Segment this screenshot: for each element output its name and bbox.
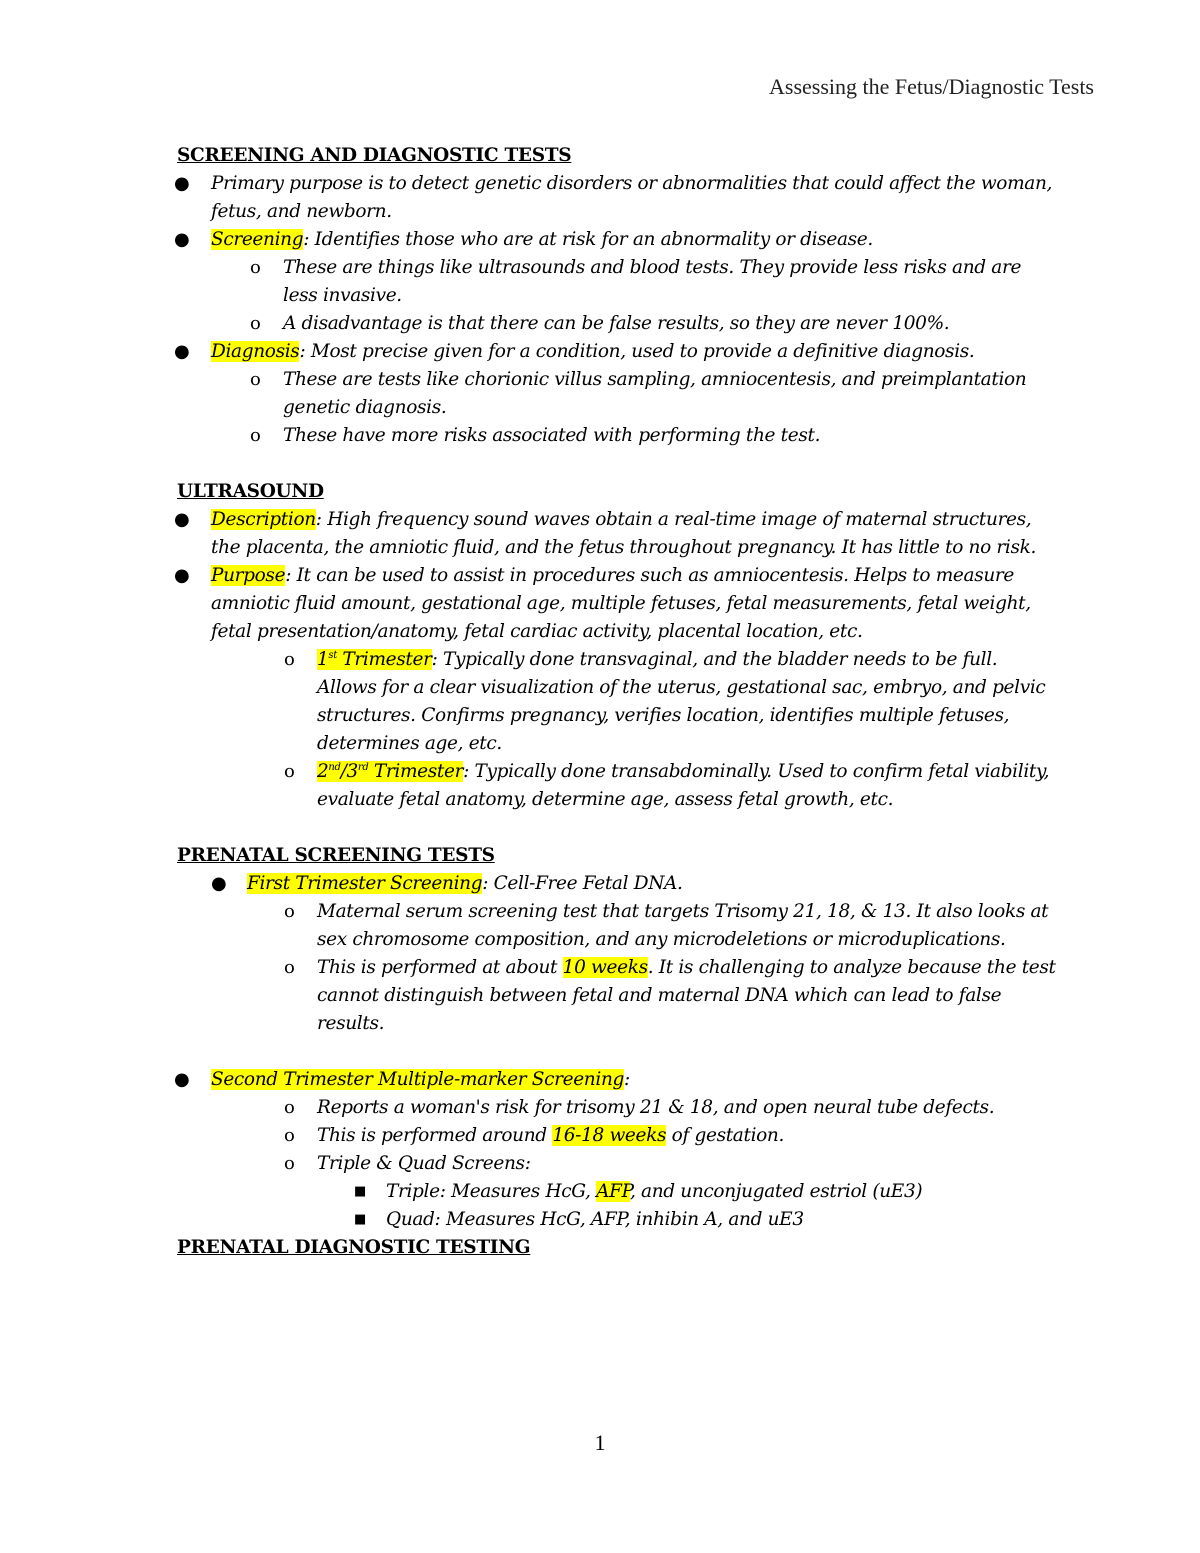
bullet-text: : Cell-Free Fetal DNA.	[482, 873, 683, 894]
highlighted-term: 2nd/3rd Trimester	[317, 761, 464, 782]
bullet-text: Primary purpose is to detect genetic disorders or abnormalities that could affect the woman, fetus, and newborn.	[211, 173, 1053, 222]
circle-bullet-icon: o	[284, 649, 295, 670]
sub-bullet-item	[177, 422, 1057, 450]
sub-bullet-item	[177, 254, 1057, 310]
sub-bullet-item	[177, 1094, 1057, 1122]
bullet-text: : Identifies those who are at risk for an abnormality or disease.	[303, 229, 873, 250]
section-heading-prenatal-diagnostic: PRENATAL DIAGNOSTIC TESTING	[177, 1237, 531, 1258]
circle-bullet-icon: o	[284, 901, 295, 922]
sub-bullet-item	[177, 646, 1057, 758]
bullet-icon: ●	[174, 341, 190, 362]
circle-bullet-icon: o	[250, 313, 261, 334]
square-bullet-icon: ■	[354, 1212, 366, 1227]
section-heading-ultrasound: ULTRASOUND	[177, 481, 324, 502]
sub-bullet-item	[177, 366, 1057, 422]
sub-sub-bullet-item: ■ Triple: Measures HcG, AFP, and unconjugated estriol (uE3)	[177, 1178, 1057, 1206]
sub-sub-bullet-item	[177, 1206, 1057, 1234]
sub-bullet-item: o This is performed at about 10 weeks. It is challenging to analyze because the test cannot distinguish between fetal and maternal DNA which can lead to false results.	[177, 954, 1057, 1038]
highlighted-term: First Trimester Screening	[247, 873, 483, 894]
sub-bullet-text: Reports a woman's risk for trisomy 21 & 18, and open neural tube defects.	[317, 1097, 995, 1118]
bullet-item	[174, 562, 1057, 646]
sub-bullet-text: These are tests like chorionic villus sampling, amniocentesis, and preimplantation genetic diagnosis.	[283, 369, 1027, 418]
running-header: Assessing the Fetus/Diagnostic Tests	[769, 74, 1094, 99]
sub-bullet-text: Triple & Quad Screens:	[317, 1153, 531, 1174]
sub-bullet-text: : Typically done transabdominally. Used to confirm fetal viability, evaluate fetal anatomy, determine age, assess fetal growth, etc.	[317, 761, 1050, 810]
bullet-item	[174, 170, 1057, 226]
highlighted-term: Purpose	[211, 565, 286, 586]
highlighted-term: Second Trimester Multiple-marker Screening	[211, 1069, 624, 1090]
highlighted-term: 1st Trimester	[317, 649, 432, 670]
sub-bullet-text: These have more risks associated with performing the test.	[283, 425, 821, 446]
highlighted-term: Description	[211, 509, 316, 530]
circle-bullet-icon: o	[250, 257, 261, 278]
highlighted-term: AFP	[596, 1181, 630, 1202]
sub-bullet-item	[177, 898, 1057, 954]
bullet-item	[174, 1066, 1057, 1094]
bullet-text: : Most precise given for a condition, used to provide a definitive diagnosis.	[299, 341, 975, 362]
section-heading-prenatal-screening: PRENATAL SCREENING TESTS	[177, 845, 495, 866]
highlighted-term: Screening	[211, 229, 304, 250]
bullet-text: : High frequency sound waves obtain a real-time image of maternal structures, the placenta, the amniotic fluid, and the fetus throughout pregnancy. It has little to no risk.	[211, 509, 1036, 558]
bullet-icon: ●	[174, 173, 190, 194]
bullet-item	[174, 226, 1057, 254]
sub-bullet-item: o This is performed around 16-18 weeks of gestation.	[177, 1122, 1057, 1150]
circle-bullet-icon: o	[250, 369, 261, 390]
bullet-icon: ●	[174, 565, 190, 586]
sub-sub-bullet-text: Quad: Measures HcG, AFP, inhibin A, and uE3	[386, 1209, 804, 1230]
circle-bullet-icon: o	[250, 425, 261, 446]
square-bullet-icon: ■	[354, 1184, 366, 1199]
sub-bullet-text: These are things like ultrasounds and blood tests. They provide less risks and are less invasive.	[283, 257, 1022, 306]
bullet-text: : It can be used to assist in procedures such as amniocentesis. Helps to measure amniotic fluid amount, gestational age, multiple fetuses, fetal measurements, fetal weight, fetal presentation/anatomy, fetal cardiac activity, placental location, etc.	[211, 565, 1031, 642]
bullet-item	[174, 506, 1057, 562]
bullet-icon: ●	[174, 509, 190, 530]
sub-bullet-text: A disadvantage is that there can be false results, so they are never 100%.	[283, 313, 950, 334]
bullet-icon: ●	[211, 873, 227, 894]
highlighted-term: 16-18 weeks	[552, 1125, 667, 1146]
bullet-icon: ●	[174, 1069, 190, 1090]
bullet-icon: ●	[174, 229, 190, 250]
sub-bullet-item	[177, 310, 1057, 338]
bullet-text: :	[624, 1069, 630, 1090]
circle-bullet-icon: o	[284, 761, 295, 782]
page-number: 1	[594, 1430, 606, 1455]
highlighted-term: 10 weeks	[562, 957, 648, 978]
sub-bullet-text: Maternal serum screening test that targets Trisomy 21, 18, & 13. It also looks at sex chromosome composition, and any microdeletions or microduplications.	[317, 901, 1049, 950]
sub-bullet-item	[177, 1150, 1057, 1178]
bullet-item	[174, 338, 1057, 366]
section-heading-screening: SCREENING AND DIAGNOSTIC TESTS	[177, 145, 572, 166]
sub-bullet-text: : Typically done transvaginal, and the bladder needs to be full. Allows for a clear visualization of the uterus, gestational sac, embryo, and pelvic structures. Confirms pregnancy, verifies location, identifies multiple fetuses, determines age, etc.	[317, 649, 1046, 754]
circle-bullet-icon: o	[284, 1097, 295, 1118]
circle-bullet-icon: o	[284, 1153, 295, 1174]
bullet-item	[177, 870, 1057, 898]
sub-bullet-item	[177, 758, 1057, 814]
highlighted-term: Diagnosis	[211, 341, 300, 362]
circle-bullet-icon: o	[284, 1125, 295, 1146]
circle-bullet-icon: o	[284, 957, 295, 978]
document-body	[174, 142, 1057, 1262]
